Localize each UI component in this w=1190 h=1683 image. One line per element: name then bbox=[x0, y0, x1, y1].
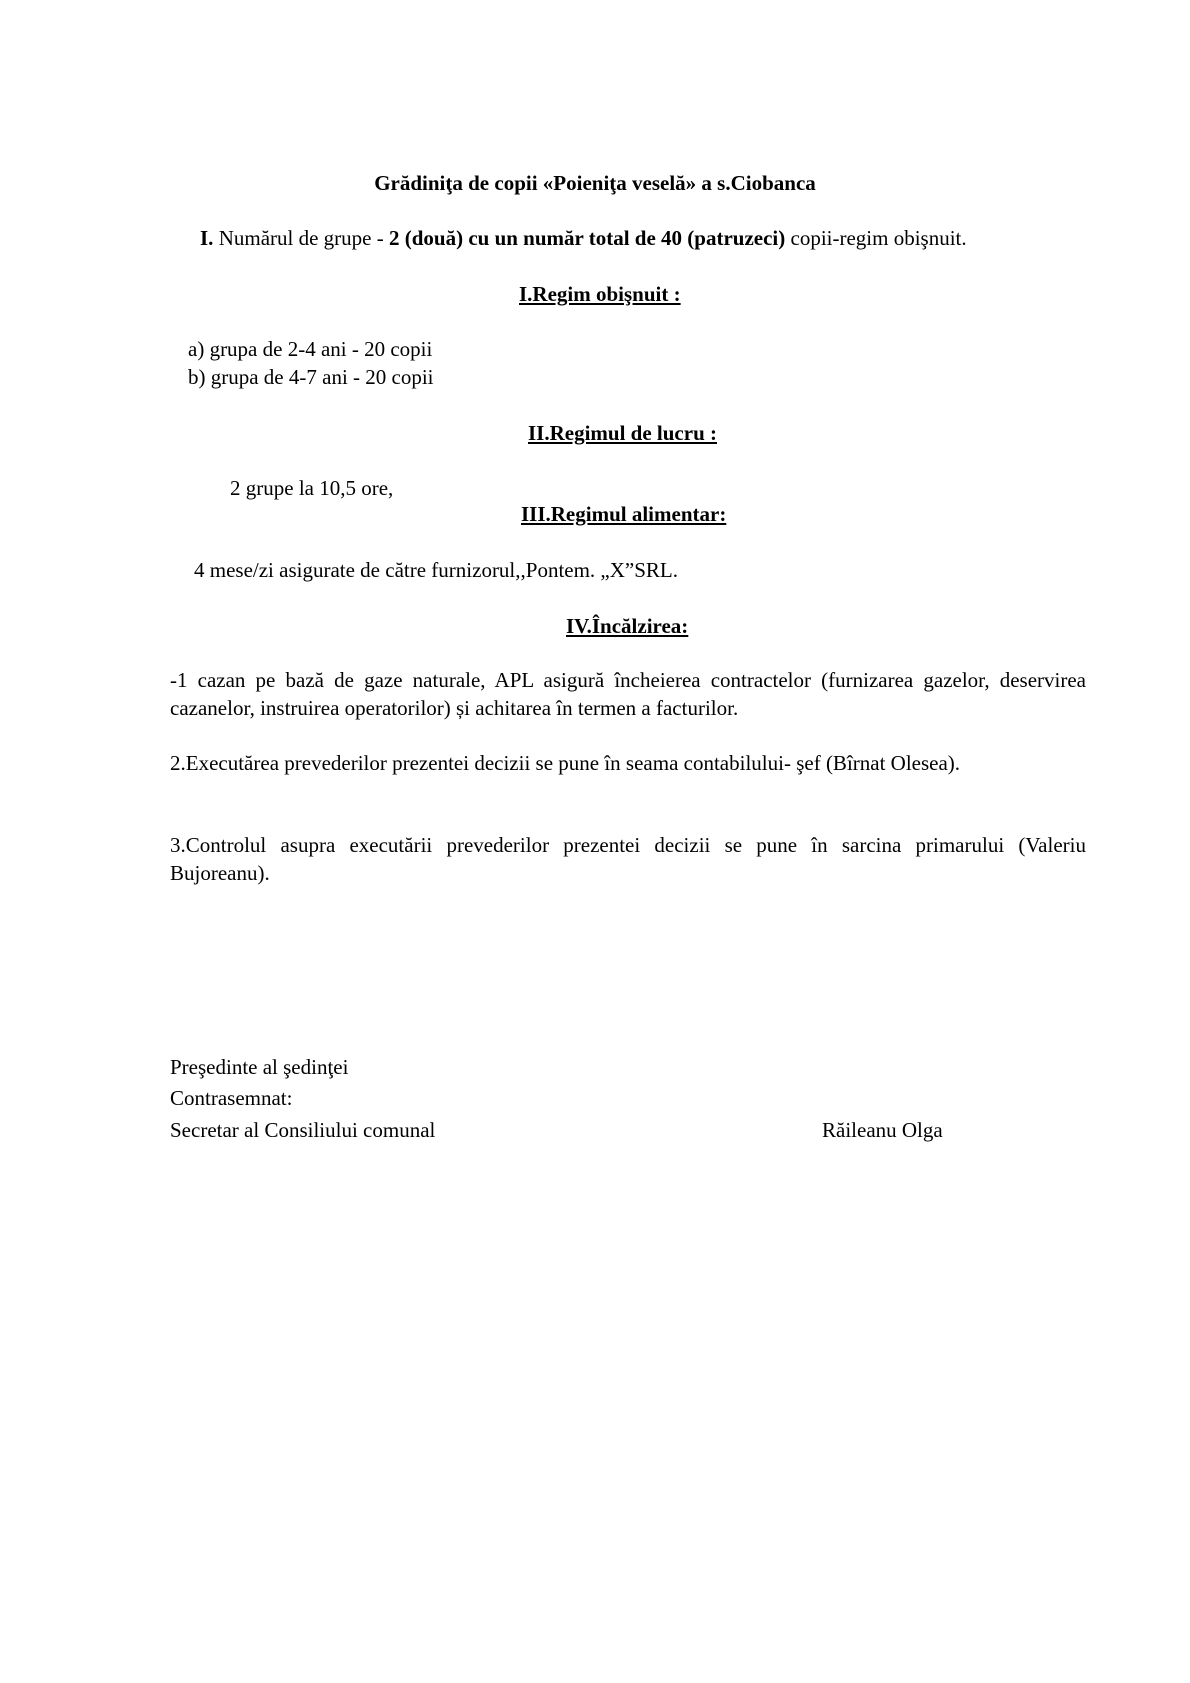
countersigned-label: Contrasemnat: bbox=[170, 1086, 293, 1110]
intro-label: I. bbox=[200, 226, 214, 250]
section2-text: 2 grupe la 10,5 ore, bbox=[230, 476, 394, 500]
section2-heading: II.Regimul de lucru : bbox=[528, 421, 717, 445]
document-title: Grădiniţa de copii «Poieniţa veselă» a s.Ciobanca bbox=[374, 171, 816, 195]
intro-line bbox=[200, 224, 967, 252]
section1-item-2: b) grupa de 4-7 ani - 20 copii bbox=[188, 365, 434, 389]
section3-text: 4 mese/zi asigurate de către furnizorul,,Pontem. „X”SRL. bbox=[194, 558, 679, 582]
section1-heading: I.Regim obişnuit : bbox=[519, 282, 681, 306]
intro-text-before: Numărul de grupe - bbox=[213, 226, 389, 250]
intro-text-after: copii-regim obişnuit. bbox=[785, 226, 967, 250]
section4-heading: IV.Încălzirea: bbox=[566, 614, 689, 638]
intro-bold-part: 2 (două) cu un număr total de 40 (patruzeci) bbox=[388, 226, 786, 250]
section3-heading: III.Regimul alimentar: bbox=[521, 502, 727, 526]
secretary-name: Răileanu Olga bbox=[822, 1118, 943, 1142]
point-2-text: 2.Executărea prevederilor prezentei decizii se pune în seama contabilului- şef (Bîrnat Olesea). bbox=[170, 751, 961, 775]
section4-text: -1 cazan pe bază de gaze naturale, APL asigură încheierea contractelor (furnizarea gazelor, deservirea cazanelor, instruirea operatorilor) și achitarea în termen a facturilor. bbox=[170, 668, 1086, 720]
point-3-text: 3.Controlul asupra executării prevederilor prezentei decizii se pune în sarcina primarului (Valeriu Bujoreanu). bbox=[170, 833, 1086, 885]
section1-item-1: a) grupa de 2-4 ani - 20 copii bbox=[188, 337, 433, 361]
secretary-label: Secretar al Consiliului comunal bbox=[170, 1118, 436, 1142]
president-label: Preşedinte al şedinţei bbox=[170, 1055, 349, 1079]
